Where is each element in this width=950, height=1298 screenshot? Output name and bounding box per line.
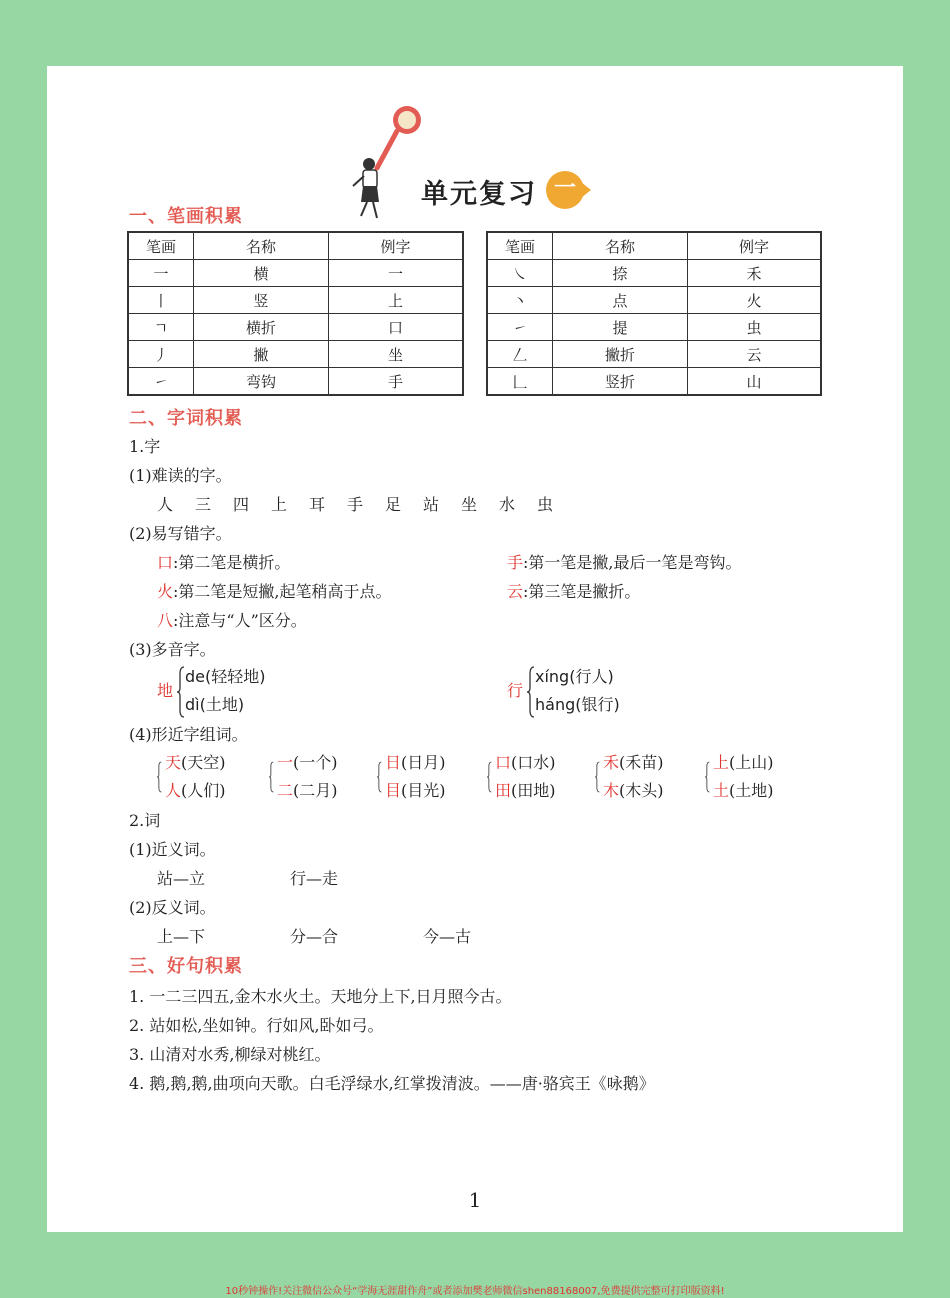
table-row: 丿 撇 坐: [128, 341, 463, 368]
similar-char-group: 日(日月) 目(目光): [377, 750, 487, 806]
table-header: 例字: [688, 232, 822, 260]
sentence-item: 4. 鹅,鹅,鹅,曲项向天歌。白毛浮绿水,红掌拨清波。——唐·骆宾王《咏鹅》: [129, 1074, 655, 1093]
antonym-pair: 上—下: [157, 927, 206, 946]
synonym-pair: 行—走: [290, 869, 339, 888]
table-row: ㇀ 弯钩 手: [128, 368, 463, 396]
subheading-synonyms: (1)近义词。: [129, 840, 216, 859]
polyphone-group: 地 de(轻轻地) dì(土地): [157, 664, 357, 720]
table-row: ㇏ 捺 禾: [487, 260, 821, 287]
subheading-polyphones: (3)多音字。: [129, 640, 216, 659]
table-row: ㇀ 提 虫: [487, 314, 821, 341]
worksheet-page: [47, 66, 903, 1232]
subheading-antonyms: (2)反义词。: [129, 898, 216, 917]
subheading-hard-chars: (1)难读的字。: [129, 466, 232, 485]
list-item: 四: [233, 495, 250, 514]
table-header: 例字: [329, 232, 464, 260]
section-heading-strokes: 一、笔画积累: [129, 206, 243, 227]
list-item: 水: [499, 495, 516, 514]
list-item: 上: [271, 495, 288, 514]
subheading-characters: 1.字: [129, 437, 161, 456]
table-header: 笔画: [487, 232, 553, 260]
list-item: 足: [385, 495, 402, 514]
error-note: 八:注意与“人”区分。: [157, 611, 307, 630]
list-item: 站: [423, 495, 440, 514]
footer-promo-text: 10秒钟操作!关注微信公众号“学海无涯甜作舟”或者添加樊老师微信shen88168007,免费提供完整可打印版资料!: [225, 1286, 725, 1297]
list-item: 坐: [461, 495, 478, 514]
similar-char-group: 禾(禾苗) 木(木头): [595, 750, 705, 806]
title-badge: 一: [553, 176, 576, 201]
antonym-pair: 分—合: [290, 927, 339, 946]
sentence-item: 3. 山清对水秀,柳绿对桃红。: [129, 1045, 331, 1064]
table-header: 名称: [553, 232, 688, 260]
table-row: 丨 竖 上: [128, 287, 463, 314]
title-banner: [347, 102, 647, 232]
similar-char-group: 一(一个) 二(二月): [269, 750, 379, 806]
list-item: 手: [347, 495, 364, 514]
subheading-words: 2.词: [129, 811, 161, 830]
subheading-error-chars: (2)易写错字。: [129, 524, 232, 543]
similar-char-group: 口(口水) 田(田地): [487, 750, 597, 806]
similar-char-group: 上(上山) 土(土地): [705, 750, 815, 806]
error-note: 手:第一笔是撇,最后一笔是弯钩。: [507, 553, 742, 572]
hard-chars-list: [157, 492, 575, 515]
table-header: 笔画: [128, 232, 194, 260]
table-row: ㄱ 横折 口: [128, 314, 463, 341]
list-item: 耳: [309, 495, 326, 514]
error-note: 云:第三笔是撇折。: [507, 582, 641, 601]
list-item: 人: [157, 495, 174, 514]
subheading-similar-chars: (4)形近字组词。: [129, 725, 248, 744]
synonym-pair: 站—立: [157, 869, 206, 888]
table-header: 名称: [194, 232, 329, 260]
stroke-table-right: [486, 231, 822, 396]
page-number: 1: [468, 1188, 482, 1212]
error-note: 口:第二笔是横折。: [157, 553, 291, 572]
table-row: 𠃊 竖折 山: [487, 368, 821, 396]
sentence-item: 1. 一二三四五,金木水火土。天地分上下,日月照今古。: [129, 987, 512, 1006]
sentence-item: 2. 站如松,坐如钟。行如风,卧如弓。: [129, 1016, 384, 1035]
section-heading-sentences: 三、好句积累: [129, 956, 243, 977]
list-item: 虫: [537, 495, 554, 514]
table-row: 丶 点 火: [487, 287, 821, 314]
error-note: 火:第二笔是短撇,起笔稍高于点。: [157, 582, 392, 601]
polyphone-group: 行 xíng(行人) háng(银行): [507, 664, 707, 720]
table-row: 𠃋 撇折 云: [487, 341, 821, 368]
page-title: 单元复习: [421, 179, 537, 210]
list-item: 三: [195, 495, 212, 514]
magnifier-girl-illustration: [347, 102, 427, 222]
antonym-pair: 今—古: [423, 927, 472, 946]
table-row: 一 横 一: [128, 260, 463, 287]
similar-char-group: 天(天空) 人(人们): [157, 750, 267, 806]
section-heading-words: 二、字词积累: [129, 408, 243, 429]
stroke-table-left: [127, 231, 464, 396]
